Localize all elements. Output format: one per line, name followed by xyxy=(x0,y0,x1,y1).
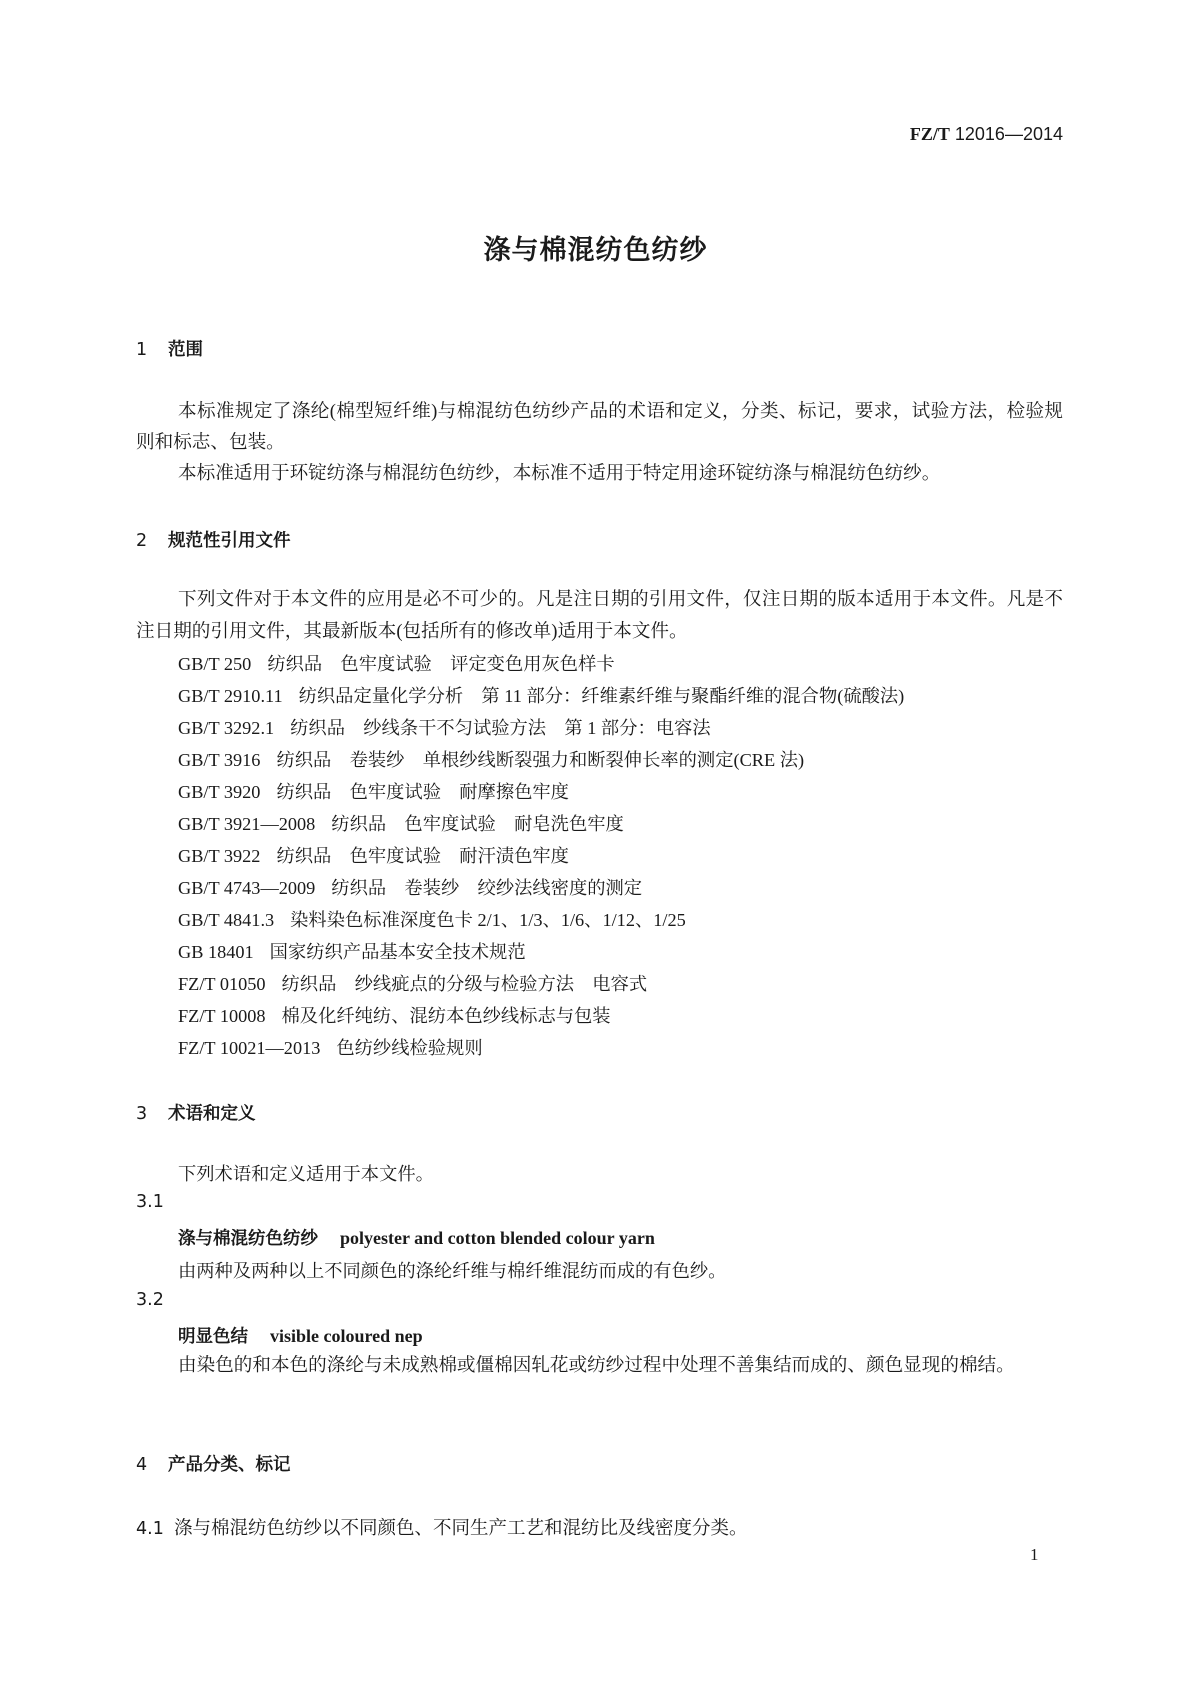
section-heading-4 xyxy=(136,1451,291,1476)
reference-code: GB/T 2910.11 xyxy=(178,686,283,706)
term-definition: 由两种及两种以上不同颜色的涤纶纤维与棉纤维混纺而成的有色纱。 xyxy=(178,1261,727,1281)
document-code xyxy=(910,124,1063,145)
term-zh: 涤与棉混纺色纺纱 xyxy=(178,1229,318,1249)
section-number: 3 xyxy=(136,1104,148,1124)
document-title: 涤与棉混纺色纺纱 xyxy=(483,235,708,266)
reference-title: 色纺纱线检验规则 xyxy=(336,1038,483,1058)
reference-title: 纺织品 纱线疵点的分级与检验方法 电容式 xyxy=(281,974,648,994)
section-heading-1 xyxy=(136,336,203,361)
reference-title: 纺织品 色牢度试验 耐汗渍色牢度 xyxy=(276,846,569,866)
section-title: 规范性引用文件 xyxy=(168,531,291,551)
reference-title: 纺织品定量化学分析 第 11 部分：纤维素纤维与聚酯纤维的混合物(硫酸法) xyxy=(298,686,905,706)
section-heading-2 xyxy=(136,527,291,552)
reference-item xyxy=(178,970,647,996)
reference-code: GB 18401 xyxy=(178,942,254,962)
reference-item xyxy=(178,682,904,708)
reference-code: FZ/T 10021—2013 xyxy=(178,1038,321,1058)
reference-item xyxy=(178,714,711,740)
paragraph: 下列术语和定义适用于本文件。 xyxy=(178,1164,434,1184)
reference-code: FZ/T 01050 xyxy=(178,974,266,994)
reference-title: 国家纺织产品基本安全技术规范 xyxy=(269,942,526,962)
term-en: polyester and cotton blended colour yarn xyxy=(340,1228,655,1248)
reference-code: GB/T 3922 xyxy=(178,846,261,866)
clause-number: 4.1 xyxy=(136,1519,164,1539)
reference-item xyxy=(178,906,686,932)
reference-item xyxy=(178,842,569,868)
reference-code: FZ/T 10008 xyxy=(178,1006,266,1026)
term-zh: 明显色结 xyxy=(178,1327,248,1347)
reference-title: 纺织品 卷装纱 单根纱线断裂强力和断裂伸长率的测定(CRE 法) xyxy=(276,750,805,770)
reference-item xyxy=(178,1034,483,1060)
page-number: 1 xyxy=(1030,1545,1039,1564)
paragraph: 本标准适用于环锭纺涤与棉混纺色纺纱，本标准不适用于特定用途环锭纺涤与棉混纺色纺纱。 xyxy=(178,463,941,484)
clause-number: 3.2 xyxy=(136,1290,164,1310)
reference-title: 纺织品 纱线条干不匀试验方法 第 1 部分：电容法 xyxy=(290,718,711,738)
reference-code: GB/T 250 xyxy=(178,654,252,674)
reference-title: 棉及化纤纯纺、混纺本色纱线标志与包装 xyxy=(281,1006,611,1026)
reference-item xyxy=(178,810,624,836)
reference-code: GB/T 3292.1 xyxy=(178,718,275,738)
term-en: visible coloured nep xyxy=(270,1326,423,1346)
clause xyxy=(136,1514,748,1540)
clause-text: 涤与棉混纺色纺纱以不同颜色、不同生产工艺和混纺比及线密度分类。 xyxy=(174,1519,748,1539)
paragraph: 下列文件对于本文件的应用是必不可少的。凡是注日期的引用文件，仅注日期的版本适用于本文件。凡是不注日期的引用文件，其最新版本(包括所有的修改单)适用于本文件。 xyxy=(136,589,1063,642)
reference-code: GB/T 4743—2009 xyxy=(178,878,316,898)
reference-item xyxy=(178,778,569,804)
reference-title: 纺织品 色牢度试验 耐皂洗色牢度 xyxy=(331,814,624,834)
reference-code: GB/T 3920 xyxy=(178,782,261,802)
code-prefix: FZ/T xyxy=(909,124,950,144)
section-number: 4 xyxy=(136,1455,148,1475)
term-definition: 由染色的和本色的涤纶与未成熟棉或僵棉因轧花或纺纱过程中处理不善集结而成的、颜色显现的棉结。 xyxy=(178,1355,1015,1376)
reference-title: 染料染色标准深度色卡 2/1、1/3、1/6、1/12、1/25 xyxy=(290,910,686,930)
section-title: 术语和定义 xyxy=(168,1104,256,1124)
reference-item xyxy=(178,746,804,772)
reference-title: 纺织品 色牢度试验 评定变色用灰色样卡 xyxy=(267,654,615,674)
section-title: 范围 xyxy=(168,340,203,360)
reference-code: GB/T 3921—2008 xyxy=(178,814,316,834)
reference-code: GB/T 3916 xyxy=(178,750,261,770)
reference-code: GB/T 4841.3 xyxy=(178,910,275,930)
section-title: 产品分类、标记 xyxy=(168,1455,291,1475)
reference-item xyxy=(178,938,526,964)
reference-title: 纺织品 色牢度试验 耐摩擦色牢度 xyxy=(276,782,569,802)
term xyxy=(178,1323,423,1348)
section-number: 1 xyxy=(136,340,148,360)
reference-item xyxy=(178,874,642,900)
reference-item xyxy=(178,1002,611,1028)
paragraph: 本标准规定了涤纶(棉型短纤维)与棉混纺色纺纱产品的术语和定义，分类、标记，要求，试验方法，检验规则和标志、包装。 xyxy=(136,401,1063,453)
term xyxy=(178,1225,655,1250)
reference-item xyxy=(178,650,615,676)
clause-number: 3.1 xyxy=(136,1192,164,1212)
code-number: 12016—2014 xyxy=(954,124,1063,144)
section-heading-3 xyxy=(136,1100,256,1125)
section-number: 2 xyxy=(136,531,148,551)
reference-title: 纺织品 卷装纱 绞纱法线密度的测定 xyxy=(331,878,643,898)
